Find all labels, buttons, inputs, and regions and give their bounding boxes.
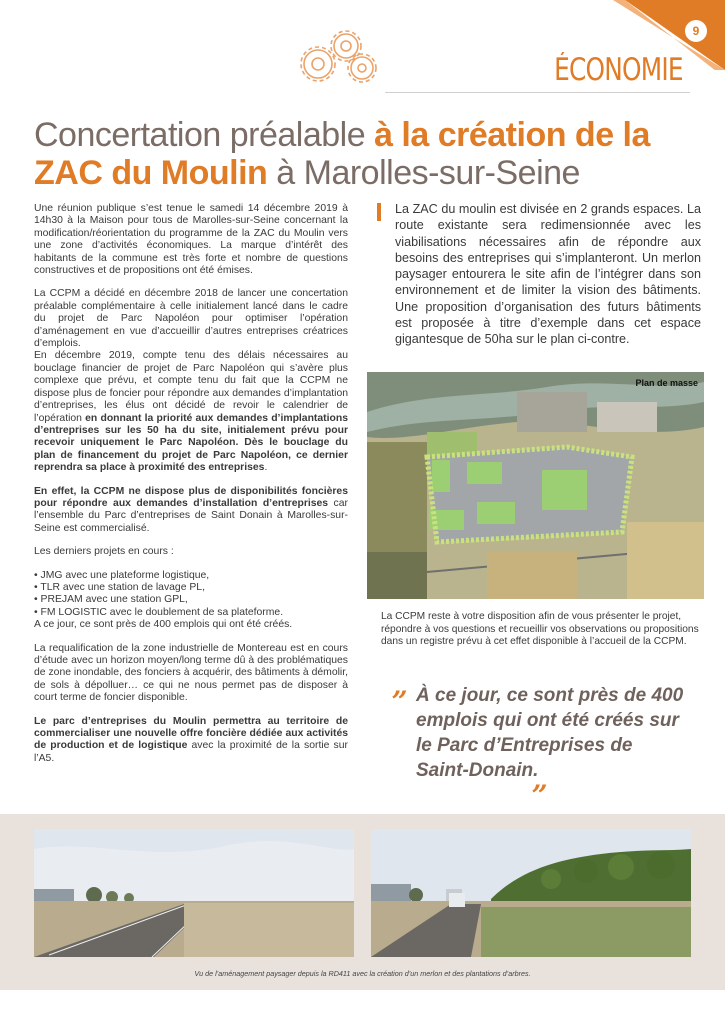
paragraph-moulin — [34, 716, 348, 766]
paragraph-december-2019 — [34, 350, 348, 474]
projects-block — [34, 546, 348, 558]
photo-caption: Vu de l’aménagement paysager depuis la RD411 avec la création d’un merlon et des plantations d’arbres. — [194, 969, 531, 978]
paragraph-december-text: En décembre 2019, compte tenu des délais nécessaires au bouclage financier de projet de Parc Napoléon qui s’avère plus complexe que prévu, et compte tenu du fait que la CCPM ne dispose plus de foncier pour répondre aux demandes d’implantation d’entreprises, les élus ont décidé de revoir le calendrier de l’opération — [34, 350, 348, 424]
photo-road-after — [371, 829, 691, 957]
list-item: • FM LOGISTIC avec le doublement de sa plateforme. — [34, 607, 348, 619]
paragraph-december-bold: en donnant la priorité aux demandes d’implantations d’entreprises sur les 50 ha du site, initialement prévu pour recevoir uniquement le Parc Napoléon. Dès le bouclage du plan de financement du projet de Parc Napoléon, ce dernier reprendra sa place à proximité des entreprises — [34, 412, 348, 474]
paragraph-moulin-bold: Le parc d’entreprises du Moulin permettra au territoire de commercialiser une nouvelle offre foncière dédiée aux activités de production et de logistique — [34, 715, 348, 752]
title-part-1: Concertation préalable — [34, 116, 375, 154]
page-number: 9 — [685, 20, 707, 42]
title-part-3: à Marolles-sur-Seine — [267, 154, 580, 192]
intro-text: La ZAC du moulin est divisée en 2 grands espaces. La route existante sera redimensionnée avec les viabilisations nécessaires afin de répondre aux besoins des entreprises qui s’implanteront. Un merlon paysager entourera le site afin de l’intégrer dans son environnement et de limiter la vision des bâtiments. Une proposition d’organisation des futurs bâtiments est proposée à titre d’exemple dans cet espace gigantesque de 50ha sur le plan ci-contre. — [395, 202, 701, 347]
road-before-illustration — [34, 829, 354, 957]
page-title — [34, 116, 704, 192]
photo-road-before — [34, 829, 354, 957]
left-column — [34, 203, 348, 776]
quote-open-icon: „ — [392, 669, 409, 702]
projects-list — [34, 570, 348, 620]
gears-icon — [296, 26, 380, 86]
title-highlight: à la création de la ZAC du Moulin — [34, 116, 650, 192]
paragraph-foncier — [34, 486, 348, 536]
paragraph-moulin-text: avec la proximité de la sortie sur l’A5. — [34, 740, 348, 764]
list-item: • JMG avec une plateforme logistique, — [34, 570, 348, 582]
paragraph-december-end: . — [264, 462, 268, 474]
list-item: • TLR avec une station de lavage PL, — [34, 582, 348, 594]
intro-accent-bar — [377, 203, 381, 221]
ccpm-paragraph: La CCPM reste à votre disposition afin de vous présenter le projet, répondre à vos questions et recueillir vos observations ou propositions dans un registre prévu à cet effet disponible à l’accueil de la CCPM. — [381, 611, 699, 648]
projects-intro: Les derniers projets en cours : — [34, 546, 174, 558]
quote-text: À ce jour, ce sont près de 400 emplois qui ont été créés sur le Parc d’Entreprises de Saint-Donain. — [416, 685, 684, 781]
site-plan-image — [367, 372, 704, 599]
paragraph-foncier-text: car l’ensemble du Parc d’entreprises de Saint Donain à Marolles-sur-Seine est commercialisé. — [34, 497, 348, 534]
road-after-illustration — [371, 829, 691, 957]
section-title: ÉCONOMIE — [554, 52, 683, 88]
plan-label: Plan de masse — [635, 378, 698, 388]
list-item: • PREJAM avec une station GPL, — [34, 594, 348, 606]
intro-block — [377, 201, 701, 348]
paragraph-meeting: Une réunion publique s’est tenue le samedi 14 décembre 2019 à 14h30 à la Maison pour tous de Marolles-sur-Seine concernant la modification/réorientation du programme de la ZAC du Moulin vers une zone d’activités économiques. La marque d’intérêt des habitants de la commune est très forte et nombre de questions constructives et de propositions ont été émises. — [34, 203, 348, 277]
projects-total: A ce jour, ce sont près de 400 emplois qui ont été créés. — [34, 619, 293, 631]
site-plan-illustration — [367, 372, 704, 599]
paragraph-montereau: La requalification de la zone industrielle de Montereau est en cours d’étude avec un horizon moyen/long terme dû à des problématiques de zone inondable, des fonciers à acquérir, des bâtiments à démolir, de sols à dépolluer… ce qui ne nous permet pas de disposer à court terme de foncier disponible. — [34, 642, 348, 704]
paragraph-foncier-bold: En effet, la CCPM ne dispose plus de disponibilités foncières pour répondre aux demandes d’installation d’entreprises — [34, 485, 348, 509]
quote-close-icon: „ — [532, 763, 549, 796]
paragraph-ccpm-decision: La CCPM a décidé en décembre 2018 de lancer une concertation préalable complémentaire à celle initialement lancé dans le cadre du projet de Parc Napoléon pour optimiser l’opération d’aménagement en vue d’accueillir d’autres entreprises créatrices d’emplois. — [34, 288, 348, 350]
section-divider — [385, 92, 690, 93]
